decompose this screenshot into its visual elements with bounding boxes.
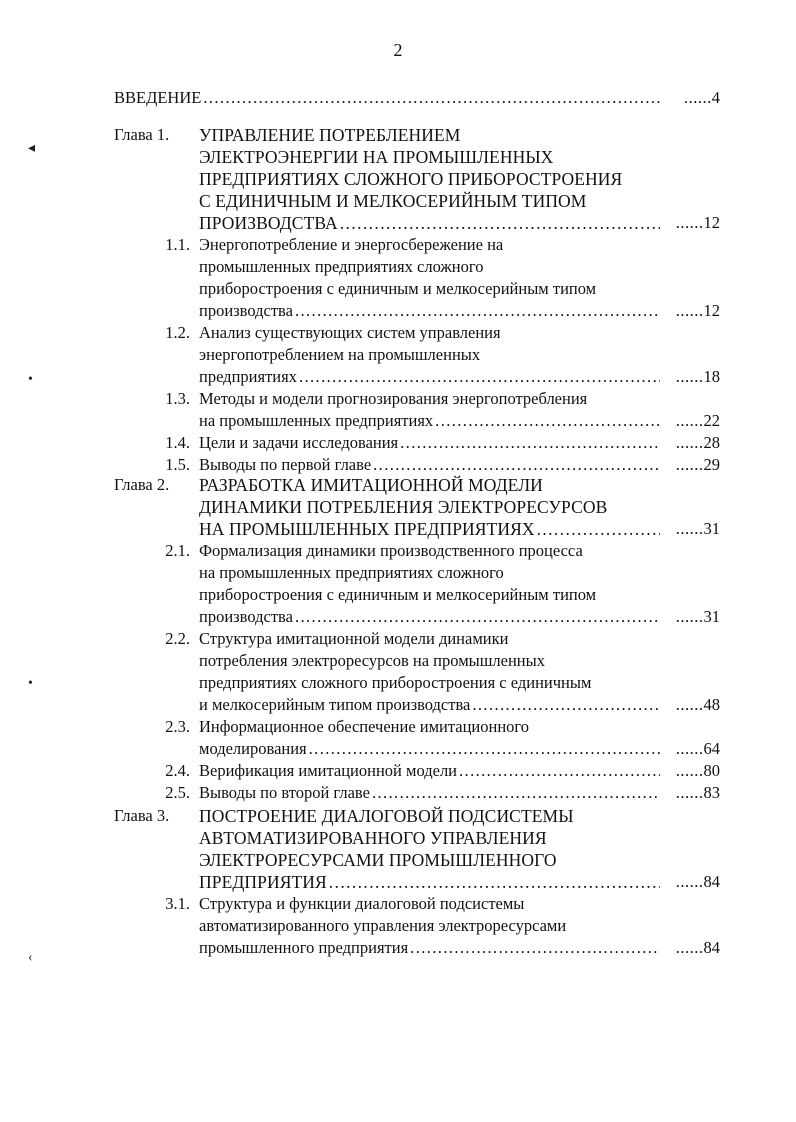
section-title-line: промышленных предприятиях сложного — [199, 257, 484, 276]
section-title-line: Верификация имитационной модели — [199, 761, 458, 780]
chapter-title-line: ПРОИЗВОДСТВА — [199, 213, 338, 233]
toc-page-ref: ......31 — [675, 519, 720, 538]
dot-leader — [470, 694, 660, 716]
section-title-line: энергопотреблением на промышленных — [199, 345, 481, 364]
toc-page-ref: ......31 — [675, 607, 720, 626]
toc-page-ref: ......29 — [675, 455, 720, 474]
section-title-line: промышленного предприятия — [199, 938, 409, 957]
toc-page-ref: ......12 — [675, 301, 720, 320]
section-number: 1.5. — [165, 455, 190, 474]
section-title-line: производства — [199, 607, 293, 626]
toc-page-ref: ......83 — [675, 783, 720, 802]
section-title-line: Структура имитационной модели динамики — [199, 629, 509, 648]
section-number: 1.1. — [165, 235, 190, 254]
dot-leader — [370, 782, 660, 804]
chapter-label: Глава 2. — [114, 475, 170, 494]
section-title-line: на промышленных предприятиях сложного — [199, 563, 504, 582]
dot-leader — [371, 454, 660, 476]
dot-leader — [457, 760, 660, 782]
chapter-title-line: ЭЛЕКТРОРЕСУРСАМИ ПРОМЫШЛЕННОГО — [199, 850, 557, 870]
toc-entry-title: ВВЕДЕНИЕ — [114, 88, 202, 107]
chapter-title-line: НА ПРОМЫШЛЕННЫХ ПРЕДПРИЯТИЯХ — [199, 519, 535, 539]
dot-leader — [293, 300, 660, 322]
section-number: 1.3. — [165, 389, 190, 408]
section-title-line: Выводы по первой главе — [199, 455, 372, 474]
dot-leader — [398, 432, 660, 454]
section-title-line: Информационное обеспечение имитационного — [199, 717, 530, 736]
section-title-line: и мелкосерийным типом производства — [199, 695, 471, 714]
section-number: 2.3. — [165, 717, 190, 736]
toc-page-ref: ......80 — [675, 761, 720, 780]
chapter-title-line: С ЕДИНИЧНЫМ И МЕЛКОСЕРИЙНЫМ ТИПОМ — [199, 191, 587, 211]
section-title-line: Энергопотребление и энергосбережение на — [199, 235, 504, 254]
toc-page-ref: ......48 — [675, 695, 720, 714]
scan-mark-icon: ◂ — [28, 141, 36, 156]
chapter-title-line: ЭЛЕКТРОЭНЕРГИИ НА ПРОМЫШЛЕННЫХ — [199, 147, 554, 167]
section-title-line: приборостроения с единичным и мелкосерийным типом — [199, 279, 597, 298]
dot-leader — [433, 410, 660, 432]
section-title-line: Анализ существующих систем управления — [199, 323, 501, 342]
section-title-line: потребления электроресурсов на промышленных — [199, 651, 545, 670]
section-number: 1.4. — [165, 433, 190, 452]
dot-leader — [408, 937, 660, 959]
dot-leader — [327, 871, 660, 893]
section-title-line: предприятиях сложного приборостроения с единичным — [199, 673, 592, 692]
chapter-title-line: РАЗРАБОТКА ИМИТАЦИОННОЙ МОДЕЛИ — [199, 475, 543, 495]
section-title-line: автоматизированного управления электроресурсами — [199, 916, 567, 935]
section-title-line: приборостроения с единичным и мелкосерийным типом — [199, 585, 597, 604]
dot-leader — [297, 366, 660, 388]
scan-mark-icon: • — [28, 372, 33, 387]
toc-page-ref: ......12 — [675, 213, 720, 232]
toc-page-ref: ......18 — [675, 367, 720, 386]
section-title-line: Методы и модели прогнозирования энергопотребления — [199, 389, 588, 408]
section-title-line: Структура и функции диалоговой подсистемы — [199, 894, 525, 913]
dot-leader — [201, 87, 660, 109]
toc-page-ref: ......22 — [675, 411, 720, 430]
chapter-title-line: ПОСТРОЕНИЕ ДИАЛОГОВОЙ ПОДСИСТЕМЫ — [199, 806, 574, 826]
section-number: 2.1. — [165, 541, 190, 560]
scan-mark-icon: • — [28, 676, 33, 691]
page-number: 2 — [393, 40, 403, 60]
toc-page-ref: ......64 — [675, 739, 720, 758]
chapter-title-line: УПРАВЛЕНИЕ ПОТРЕБЛЕНИЕМ — [199, 125, 461, 145]
chapter-label: Глава 1. — [114, 125, 170, 144]
toc-page-ref: ......28 — [675, 433, 720, 452]
section-title-line: Выводы по второй главе — [199, 783, 370, 802]
toc-page-ref: ......84 — [675, 872, 720, 891]
toc-page-ref: ......4 — [684, 88, 720, 107]
dot-leader — [338, 212, 660, 234]
section-number: 3.1. — [165, 894, 190, 913]
section-title-line: предприятиях — [199, 367, 297, 386]
section-number: 2.5. — [165, 783, 190, 802]
section-title-line: производства — [199, 301, 293, 320]
chapter-label: Глава 3. — [114, 806, 170, 825]
dot-leader — [535, 518, 660, 540]
chapter-title-line: АВТОМАТИЗИРОВАННОГО УПРАВЛЕНИЯ — [199, 828, 547, 848]
dot-leader — [307, 738, 660, 760]
dot-leader — [293, 606, 660, 628]
section-number: 2.4. — [165, 761, 190, 780]
chapter-title-line: ПРЕДПРИЯТИЯ — [199, 872, 327, 892]
section-title-line: Формализация динамики производственного процесса — [199, 541, 583, 560]
toc-page-ref: ......84 — [675, 938, 720, 957]
scan-mark-icon: ‹ — [28, 950, 33, 965]
section-title-line: на промышленных предприятиях — [199, 411, 434, 430]
section-title-line: Цели и задачи исследования — [199, 433, 399, 452]
section-title-line: моделирования — [199, 739, 307, 758]
section-number: 2.2. — [165, 629, 190, 648]
chapter-title-line: ДИНАМИКИ ПОТРЕБЛЕНИЯ ЭЛЕКТРОРЕСУРСОВ — [199, 497, 608, 517]
chapter-title-line: ПРЕДПРИЯТИЯХ СЛОЖНОГО ПРИБОРОСТРОЕНИЯ — [199, 169, 623, 189]
section-number: 1.2. — [165, 323, 190, 342]
